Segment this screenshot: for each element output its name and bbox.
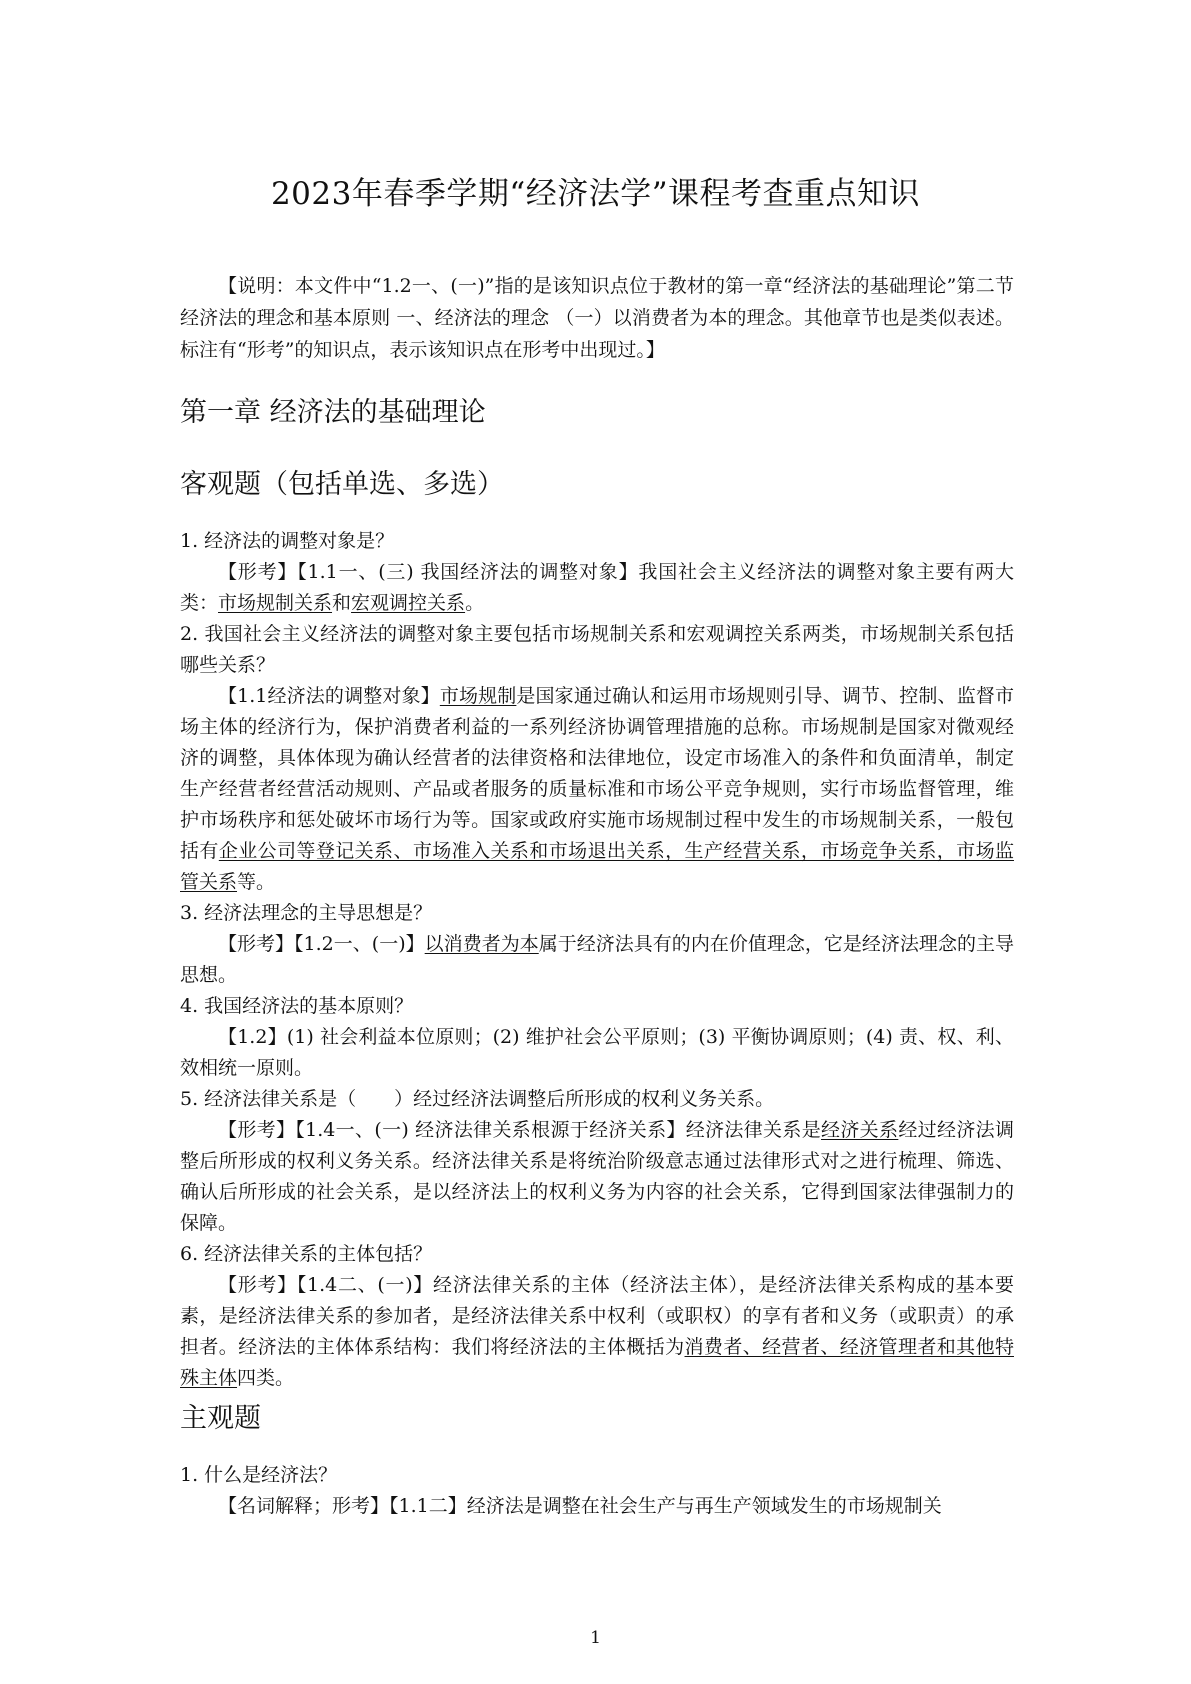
answer-2: 【1.1经济法的调整对象】市场规制是国家通过确认和运用市场规则引导、调节、控制、监督市场主体的经济行为，保护消费者利益的一系列经济协调管理措施的总称。市场规制是国家对微观经济的调整，具体体现为确认经营者的法律资格和法律地位，设定市场准入的条件和负面清单，制定生产经营者经营活动规则、产品或者服务的质量标准和市场公平竞争规则，实行市场监督管理，维护市场秩序和惩处破坏市场行为等。国家或政府实施市场规制过程中发生的市场规制关系，一般包括有企业公司等登记关系、市场准入关系和市场退出关系，生产经营关系，市场竞争关系，市场监管关系等。 [180,685,1014,893]
underlined-term: 消费者、经营者、经济管理者和其他特殊主体 [180,1336,1014,1389]
answer-5: 【形考】【1.4一、(一) 经济法律关系根源于经济关系】经济法律关系是经济关系经过经济法调整后所形成的权利义务关系。经济法律关系是将统治阶级意志通过法律形式对之进行梳理、筛选、确认后所形成的社会关系，是以经济法上的权利义务为内容的社会关系，它得到国家法律强制力的保障。 [180,1119,1014,1234]
question-4: 4. 我国经济法的基本原则？ [180,995,414,1017]
question-1: 1. 经济法的调整对象是？ [180,530,395,552]
document-title: 2023年春季学期“经济法学”课程考查重点知识 [270,176,921,212]
answer-4: 【1.2】(1) 社会利益本位原则；(2) 维护社会公平原则；(3) 平衡协调原则；(4) 责、权、利、效相统一原则。 [180,1026,1014,1079]
answer-6: 【形考】【1.4二、(一)】经济法律关系的主体（经济法主体），是经济法律关系构成的基本要素，是经济法律关系的参加者，是经济法律关系中权利（或职权）的享有者和义务（或职责）的承担者。经济法的主体体系结构：我们将经济法的主体概括为消费者、经营者、经济管理者和其他特殊主体四类。 [180,1274,1014,1389]
explanation-note: 【说明：本文件中“1.2一、(一)”指的是该知识点位于教材的第一章“经济法的基础理论”第二节经济法的理念和基本原则 一、经济法的理念 （一）以消费者为本的理念。其他章节也是类似表述。标注有“形考”的知识点，表示该知识点在形考中出现过。】 [180,275,1014,361]
underlined-term: 经济关系 [821,1119,899,1141]
question-2: 2. 我国社会主义经济法的调整对象主要包括市场规制关系和宏观调控关系两类，市场规制关系包括哪些关系？ [180,623,1014,676]
answer-3: 【形考】【1.2一、(一)】以消费者为本属于经济法具有的内在价值理念，它是经济法理念的主导思想。 [180,933,1014,986]
chapter-heading: 第一章 经济法的基础理论 [180,397,486,428]
subjective-section-heading: 主观题 [180,1403,261,1434]
page-number: 1 [590,1628,601,1648]
subjective-answer-1: 【名词解释；形考】【1.1二】经济法是调整在社会生产与再生产领域发生的市场规制关 [218,1495,942,1517]
document-body [180,270,1014,1522]
underlined-term: 宏观调控关系 [351,592,466,614]
answer-1: 【形考】【1.1一、(三) 我国经济法的调整对象】我国社会主义经济法的调整对象主要有两大类：市场规制关系和宏观调控关系。 [180,561,1014,614]
objective-section-heading: 客观题（包括单选、多选） [180,469,504,500]
underlined-term: 以消费者为本 [424,933,539,955]
question-5: 5. 经济法律关系是（ ）经过经济法调整后所形成的权利义务关系。 [180,1088,775,1110]
underlined-term: 企业公司等登记关系、市场准入关系和市场退出关系，生产经营关系，市场竞争关系，市场监管关系 [180,840,1014,893]
question-3: 3. 经济法理念的主导思想是？ [180,902,433,924]
question-6: 6. 经济法律关系的主体包括？ [180,1243,433,1265]
underlined-term: 市场规制关系 [218,592,333,614]
underlined-term: 市场规制 [439,685,517,707]
subjective-question-1: 1. 什么是经济法？ [180,1464,338,1486]
